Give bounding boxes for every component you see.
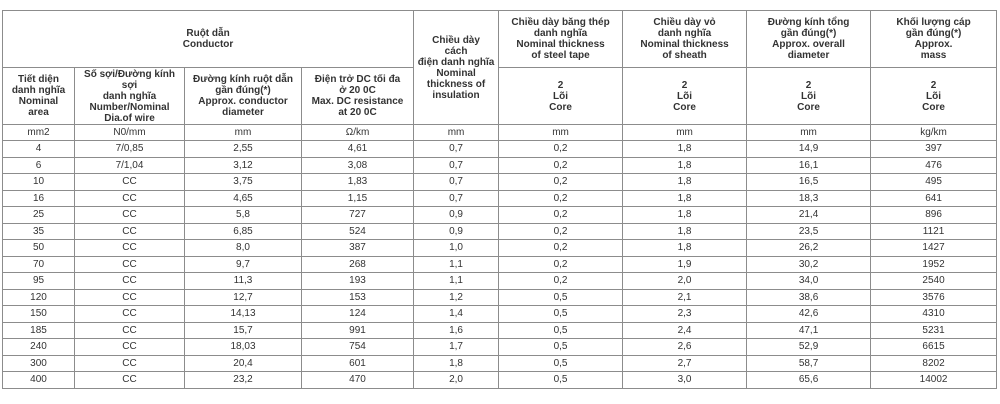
header-core-mass: 2 Lõi Core	[871, 68, 997, 125]
table-cell: 1,15	[302, 190, 414, 207]
table-cell: 11,3	[185, 273, 302, 290]
table-cell: 4,61	[302, 141, 414, 158]
unit-cell: kg/km	[871, 125, 997, 141]
table-cell: 495	[871, 174, 997, 191]
table-cell: 95	[3, 273, 75, 290]
table-cell: 5,8	[185, 207, 302, 224]
table-cell: 0,2	[499, 256, 623, 273]
table-cell: 6615	[871, 339, 997, 356]
table-cell: 1,8	[623, 141, 747, 158]
table-cell: 601	[302, 355, 414, 372]
table-cell: 10	[3, 174, 75, 191]
table-cell: 58,7	[747, 355, 871, 372]
table-cell: 50	[3, 240, 75, 257]
table-cell: 0,9	[414, 223, 499, 240]
table-cell: 1,8	[623, 207, 747, 224]
table-cell: 0,2	[499, 174, 623, 191]
table-cell: 1,8	[623, 157, 747, 174]
table-row	[3, 141, 997, 158]
table-row	[3, 322, 997, 339]
table-cell: 2,7	[623, 355, 747, 372]
table-cell: 18,3	[747, 190, 871, 207]
table-cell: 185	[3, 322, 75, 339]
table-cell: 124	[302, 306, 414, 323]
table-cell: 0,5	[499, 339, 623, 356]
table-row	[3, 289, 997, 306]
table-cell: CC	[75, 306, 185, 323]
table-cell: CC	[75, 174, 185, 191]
table-cell: 896	[871, 207, 997, 224]
table-cell: 70	[3, 256, 75, 273]
table-cell: 1,8	[623, 174, 747, 191]
header-core-sheath: 2 Lõi Core	[623, 68, 747, 125]
table-cell: 0,2	[499, 240, 623, 257]
table-cell: 0,2	[499, 190, 623, 207]
cable-spec-table	[2, 10, 997, 389]
header-sheath-thickness: Chiều dày vỏ danh nghĩa Nominal thickness of sheath	[623, 11, 747, 68]
table-cell: 14002	[871, 372, 997, 389]
table-cell: 9,7	[185, 256, 302, 273]
table-cell: 4	[3, 141, 75, 158]
table-cell: 0,5	[499, 322, 623, 339]
unit-cell: mm	[414, 125, 499, 141]
table-cell: 150	[3, 306, 75, 323]
cable-spec-table-container	[2, 10, 997, 389]
table-cell: 1,1	[414, 273, 499, 290]
table-cell: 3,08	[302, 157, 414, 174]
table-cell: 1,8	[414, 355, 499, 372]
table-cell: 18,03	[185, 339, 302, 356]
table-row	[3, 339, 997, 356]
table-cell: CC	[75, 372, 185, 389]
table-cell: 193	[302, 273, 414, 290]
table-cell: 2,0	[414, 372, 499, 389]
table-cell: 14,13	[185, 306, 302, 323]
table-cell: 26,2	[747, 240, 871, 257]
table-cell: 6	[3, 157, 75, 174]
header-conductor-diameter: Đường kính ruột dẫn gần đúng(*) Approx. conductor diameter	[185, 68, 302, 125]
table-cell: CC	[75, 207, 185, 224]
table-cell: 1121	[871, 223, 997, 240]
table-cell: 400	[3, 372, 75, 389]
table-cell: 7/0,85	[75, 141, 185, 158]
table-cell: 34,0	[747, 273, 871, 290]
table-row	[3, 157, 997, 174]
unit-cell: mm	[499, 125, 623, 141]
unit-cell: mm	[623, 125, 747, 141]
table-cell: 0,2	[499, 223, 623, 240]
table-cell: CC	[75, 223, 185, 240]
table-cell: 727	[302, 207, 414, 224]
table-cell: 1,0	[414, 240, 499, 257]
table-cell: 47,1	[747, 322, 871, 339]
table-cell: 2,0	[623, 273, 747, 290]
table-cell: 2,3	[623, 306, 747, 323]
data-rows	[3, 141, 997, 389]
table-cell: 4,65	[185, 190, 302, 207]
table-row	[3, 355, 997, 372]
table-cell: CC	[75, 256, 185, 273]
table-cell: 23,5	[747, 223, 871, 240]
table-cell: 30,2	[747, 256, 871, 273]
table-row	[3, 240, 997, 257]
table-cell: 524	[302, 223, 414, 240]
table-cell: 0,2	[499, 141, 623, 158]
table-cell: 0,9	[414, 207, 499, 224]
table-cell: 0,5	[499, 306, 623, 323]
table-cell: CC	[75, 273, 185, 290]
table-cell: 120	[3, 289, 75, 306]
table-cell: 0,7	[414, 141, 499, 158]
table-cell: 991	[302, 322, 414, 339]
table-cell: 470	[302, 372, 414, 389]
header-core-steel-tape: 2 Lõi Core	[499, 68, 623, 125]
table-cell: 0,7	[414, 157, 499, 174]
table-row	[3, 207, 997, 224]
table-cell: 300	[3, 355, 75, 372]
table-cell: 397	[871, 141, 997, 158]
table-cell: 0,2	[499, 157, 623, 174]
table-cell: 2,6	[623, 339, 747, 356]
table-cell: 240	[3, 339, 75, 356]
table-cell: 2,1	[623, 289, 747, 306]
header-dc-resistance: Điện trở DC tối đa ở 20 0C Max. DC resistance at 20 0C	[302, 68, 414, 125]
table-cell: 754	[302, 339, 414, 356]
table-row	[3, 190, 997, 207]
table-cell: CC	[75, 322, 185, 339]
table-cell: 0,7	[414, 174, 499, 191]
table-cell: 2540	[871, 273, 997, 290]
table-cell: 21,4	[747, 207, 871, 224]
table-row	[3, 256, 997, 273]
table-cell: 14,9	[747, 141, 871, 158]
header-overall-diameter: Đường kính tổng gần đúng(*) Approx. overall diameter	[747, 11, 871, 68]
table-cell: 153	[302, 289, 414, 306]
table-cell: 4310	[871, 306, 997, 323]
unit-cell: N0/mm	[75, 125, 185, 141]
table-cell: 35	[3, 223, 75, 240]
table-cell: 16,5	[747, 174, 871, 191]
table-cell: 16,1	[747, 157, 871, 174]
table-cell: 0,2	[499, 273, 623, 290]
units-row	[3, 125, 997, 141]
table-cell: 1,8	[623, 240, 747, 257]
header-nominal-area: Tiết diện danh nghĩa Nominal area	[3, 68, 75, 125]
table-cell: 2,55	[185, 141, 302, 158]
table-cell: 25	[3, 207, 75, 224]
table-cell: 20,4	[185, 355, 302, 372]
table-cell: 0,5	[499, 289, 623, 306]
table-cell: 0,7	[414, 190, 499, 207]
table-cell: 38,6	[747, 289, 871, 306]
unit-cell: mm2	[3, 125, 75, 141]
table-cell: CC	[75, 190, 185, 207]
unit-cell: Ω/km	[302, 125, 414, 141]
table-cell: 476	[871, 157, 997, 174]
table-cell: 1,7	[414, 339, 499, 356]
table-cell: 6,85	[185, 223, 302, 240]
table-cell: 3,0	[623, 372, 747, 389]
table-cell: CC	[75, 289, 185, 306]
table-cell: 1,6	[414, 322, 499, 339]
unit-cell: mm	[185, 125, 302, 141]
table-cell: 42,6	[747, 306, 871, 323]
header-mass: Khối lượng cáp gần đúng(*) Approx. mass	[871, 11, 997, 68]
table-cell: 7/1,04	[75, 157, 185, 174]
table-cell: 1,4	[414, 306, 499, 323]
table-cell: 0,2	[499, 207, 623, 224]
header-core-overall-diameter: 2 Lõi Core	[747, 68, 871, 125]
table-cell: 3,12	[185, 157, 302, 174]
table-cell: 1,83	[302, 174, 414, 191]
table-cell: 1,9	[623, 256, 747, 273]
table-cell: CC	[75, 339, 185, 356]
table-cell: 0,5	[499, 372, 623, 389]
table-cell: 268	[302, 256, 414, 273]
table-cell: 52,9	[747, 339, 871, 356]
table-cell: 1,8	[623, 190, 747, 207]
header-conductor-group: Ruột dẫn Conductor	[3, 11, 414, 68]
table-row	[3, 223, 997, 240]
table-cell: 5231	[871, 322, 997, 339]
table-cell: 1,8	[623, 223, 747, 240]
table-cell: 1427	[871, 240, 997, 257]
table-cell: 0,5	[499, 355, 623, 372]
table-cell: 1,1	[414, 256, 499, 273]
table-cell: 65,6	[747, 372, 871, 389]
header-wire-count: Số sợi/Đường kính sợi danh nghĩa Number/Nominal Dia.of wire	[75, 68, 185, 125]
table-cell: 2,4	[623, 322, 747, 339]
table-cell: 641	[871, 190, 997, 207]
table-cell: 12,7	[185, 289, 302, 306]
table-cell: 387	[302, 240, 414, 257]
unit-cell: mm	[747, 125, 871, 141]
table-cell: 16	[3, 190, 75, 207]
table-cell: CC	[75, 240, 185, 257]
table-cell: 1,2	[414, 289, 499, 306]
table-cell: 23,2	[185, 372, 302, 389]
header-steel-tape-thickness: Chiều dày băng thép danh nghĩa Nominal thickness of steel tape	[499, 11, 623, 68]
table-cell: 15,7	[185, 322, 302, 339]
table-row	[3, 306, 997, 323]
table-cell: 1952	[871, 256, 997, 273]
table-row	[3, 273, 997, 290]
table-cell: 8,0	[185, 240, 302, 257]
table-cell: CC	[75, 355, 185, 372]
table-row	[3, 174, 997, 191]
table-cell: 3,75	[185, 174, 302, 191]
header-insulation-thickness: Chiều dày cách điện danh nghĩa Nominal thickness of insulation	[414, 11, 499, 125]
table-row	[3, 372, 997, 389]
table-cell: 8202	[871, 355, 997, 372]
table-cell: 3576	[871, 289, 997, 306]
